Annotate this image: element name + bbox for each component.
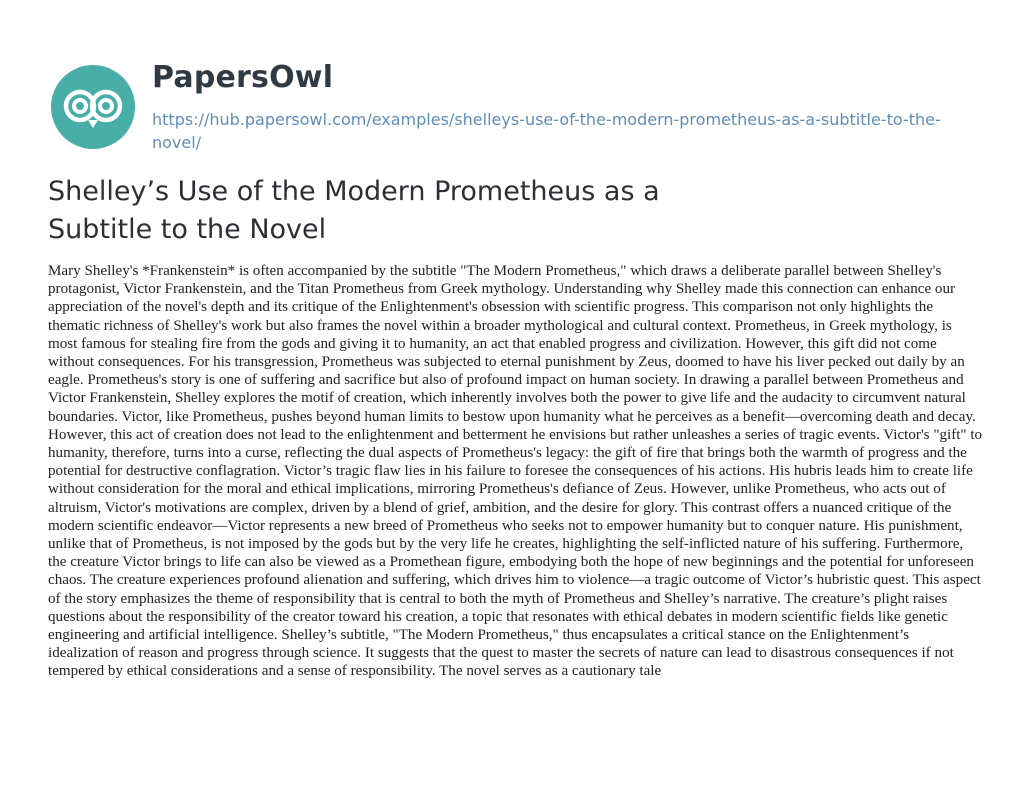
page-title: Shelley’s Use of the Modern Prometheus as a Subtitle to the Novel <box>48 176 660 245</box>
brand-name[interactable]: PapersOwl <box>152 60 334 95</box>
source-url[interactable]: https://hub.papersowl.com/examples/shelleys-use-of-the-modern-prometheus-as-a-subtitle-to-the-novel/ <box>152 110 941 152</box>
essay-body: Mary Shelley's *Frankenstein* is often accompanied by the subtitle "The Modern Prometheus," which draws a deliberate parallel between Shelley's protagonist, Victor Frankenstein, and the Titan Prometheus from Greek mythology. Understanding why Shelley made this connection can enhance our appreciation of the novel's depth and its critique of the Enlightenment's obsession with scientific progress. This comparison not only highlights the thematic richness of Shelley's work but also frames the novel within a broader mythological and cultural context. Prometheus, in Greek mythology, is most famous for stealing fire from the gods and giving it to humanity, an act that enabled progress and civilization. However, this gift did not come without consequences. For his transgression, Prometheus was subjected to eternal punishment by Zeus, doomed to have his liver pecked out daily by an eagle. Prometheus's story is one of suffering and sacrifice but also of profound impact on human society. In drawing a parallel between Prometheus and Victor Frankenstein, Shelley explores the motif of creation, which inherently involves both the power to give life and the audacity to circumvent natural boundaries. Victor, like Prometheus, pushes beyond human limits to bestow upon humanity what he perceives as a benefit—overcoming death and decay. However, this act of creation does not lead to the enlightenment and betterment he envisions but rather unleashes a series of tragic events. Victor's "gift" to humanity, therefore, turns into a curse, reflecting the dual aspects of Prometheus's legacy: the gift of fire that brings both the warmth of progress and the potential for destructive conflagration. Victor’s tragic flaw lies in his failure to foresee the consequences of his actions. His hubris leads him to create life without consideration for the moral and ethical implications, mirroring Prometheus's defiance of Zeus. However, unlike Prometheus, who acts out of altruism, Victor's motivations are complex, driven by a blend of grief, ambition, and the desire for glory. This contrast offers a nuanced critique of the modern scientific endeavor—Victor represents a new breed of Prometheus who seeks not to empower humanity but to conquer nature. His punishment, unlike that of Prometheus, is not imposed by the gods but by the very life he creates, highlighting the self-inflicted nature of his suffering. Furthermore, the creature Victor brings to life can also be viewed as a Promethean figure, embodying both the hope of new beginnings and the potential for unforeseen chaos. The creature experiences profound alienation and suffering, which drives him to violence—a tragic outcome of Victor’s hubristic quest. This aspect of the story emphasizes the theme of responsibility that is central to both the myth of Prometheus and Shelley’s narrative. The creature’s plight raises questions about the responsibility of the creator toward his creation, a topic that resonates with ethical debates in modern scientific fields like genetic engineering and artificial intelligence. Shelley’s subtitle, "The Modern Prometheus," thus encapsulates a critical stance on the Enlightenment’s idealization of reason and progress through science. It suggests that the quest to master the secrets of nature can lead to disastrous consequences if not tempered by ethical considerations and a sense of responsibility. The novel serves as a cautionary tale <box>48 263 983 680</box>
owl-logo-icon <box>48 62 138 152</box>
header <box>48 54 988 154</box>
